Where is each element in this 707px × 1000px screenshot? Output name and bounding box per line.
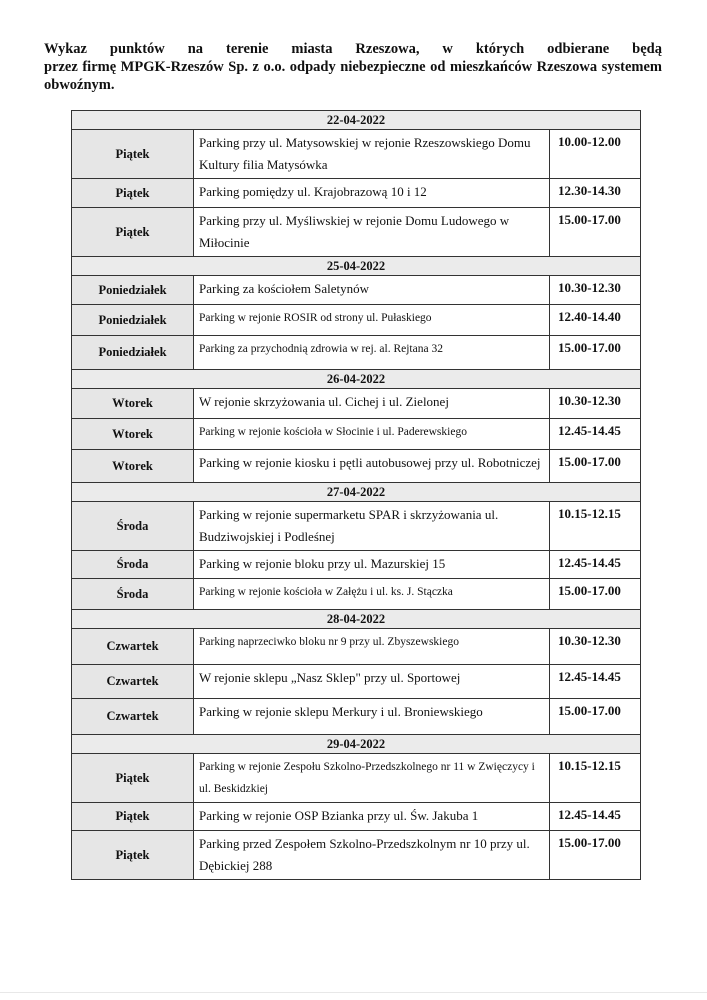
time-range-cell: 15.00-17.00 (550, 699, 641, 735)
time-range-cell: 10.15-12.15 (550, 502, 641, 551)
schedule-row (72, 179, 641, 208)
location-cell: Parking w rejonie OSP Bzianka przy ul. Św. Jakuba 1 (194, 803, 550, 831)
weekday-cell: Poniedziałek (72, 305, 194, 336)
schedule-row (72, 305, 641, 336)
location-cell: Parking w rejonie kościoła w Załężu i ul. ks. J. Stączka (194, 579, 550, 610)
location-cell: Parking przy ul. Myśliwskiej w rejonie Domu Ludowego w Miłocinie (194, 208, 550, 257)
date-header: 22-04-2022 (72, 111, 641, 130)
time-range-cell: 10.30-12.30 (550, 389, 641, 419)
time-range-cell: 15.00-17.00 (550, 579, 641, 610)
schedule-row (72, 629, 641, 665)
schedule-row (72, 419, 641, 450)
location-cell: Parking w rejonie ROSIR od strony ul. Pułaskiego (194, 305, 550, 336)
schedule-row (72, 551, 641, 579)
time-range-cell: 10.00-12.00 (550, 130, 641, 179)
weekday-cell: Wtorek (72, 419, 194, 450)
time-range-cell: 15.00-17.00 (550, 450, 641, 483)
location-cell: Parking w rejonie kościoła w Słocinie i ul. Paderewskiego (194, 419, 550, 450)
location-cell: Parking za przychodnią zdrowia w rej. al. Rejtana 32 (194, 336, 550, 370)
weekday-cell: Poniedziałek (72, 336, 194, 370)
date-header: 28-04-2022 (72, 610, 641, 629)
date-header-row (72, 610, 641, 629)
weekday-cell: Piątek (72, 831, 194, 880)
schedule-row (72, 130, 641, 179)
intro-line-2: przez firmę MPGK-Rzeszów Sp. z o.o. odpady niebezpieczne od mieszkańców Rzeszowa systemem (44, 59, 662, 75)
location-cell: Parking za kościołem Saletynów (194, 276, 550, 305)
time-range-cell: 10.15-12.15 (550, 754, 641, 803)
location-cell: Parking przed Zespołem Szkolno-Przedszkolnym nr 10 przy ul. Dębickiej 288 (194, 831, 550, 880)
date-header-row (72, 483, 641, 502)
location-cell: Parking w rejonie kiosku i pętli autobusowej przy ul. Robotniczej (194, 450, 550, 483)
date-header-row (72, 257, 641, 276)
weekday-cell: Wtorek (72, 389, 194, 419)
location-cell: Parking w rejonie Zespołu Szkolno-Przedszkolnego nr 11 w Zwięczycy i ul. Beskidzkiej (194, 754, 550, 803)
document-intro (44, 40, 662, 94)
location-cell: W rejonie skrzyżowania ul. Cichej i ul. Zielonej (194, 389, 550, 419)
location-cell: Parking przy ul. Matysowskiej w rejonie Rzeszowskiego Domu Kultury filia Matysówka (194, 130, 550, 179)
weekday-cell: Czwartek (72, 629, 194, 665)
schedule-row (72, 699, 641, 735)
date-header: 27-04-2022 (72, 483, 641, 502)
schedule-row (72, 389, 641, 419)
weekday-cell: Środa (72, 502, 194, 551)
time-range-cell: 12.30-14.30 (550, 179, 641, 208)
time-range-cell: 12.45-14.45 (550, 551, 641, 579)
schedule-row (72, 754, 641, 803)
schedule-row (72, 208, 641, 257)
intro-line-1: Wykaz punktów na terenie miasta Rzeszowa, w których odbierane będą (44, 41, 662, 57)
schedule-row (72, 665, 641, 699)
weekday-cell: Piątek (72, 179, 194, 208)
schedule-row (72, 579, 641, 610)
date-header-row (72, 370, 641, 389)
time-range-cell: 12.45-14.45 (550, 665, 641, 699)
schedule-row (72, 450, 641, 483)
date-header-row (72, 735, 641, 754)
location-cell: Parking naprzeciwko bloku nr 9 przy ul. Zbyszewskiego (194, 629, 550, 665)
schedule-row (72, 276, 641, 305)
weekday-cell: Piątek (72, 803, 194, 831)
location-cell: Parking w rejonie supermarketu SPAR i skrzyżowania ul. Budziwojskiej i Podleśnej (194, 502, 550, 551)
weekday-cell: Poniedziałek (72, 276, 194, 305)
schedule-row (72, 502, 641, 551)
date-header-row (72, 111, 641, 130)
schedule-row (72, 803, 641, 831)
weekday-cell: Czwartek (72, 665, 194, 699)
time-range-cell: 10.30-12.30 (550, 629, 641, 665)
time-range-cell: 15.00-17.00 (550, 336, 641, 370)
weekday-cell: Piątek (72, 130, 194, 179)
date-header: 26-04-2022 (72, 370, 641, 389)
weekday-cell: Środa (72, 551, 194, 579)
schedule-row (72, 831, 641, 880)
time-range-cell: 12.45-14.45 (550, 803, 641, 831)
time-range-cell: 12.40-14.40 (550, 305, 641, 336)
location-cell: Parking w rejonie sklepu Merkury i ul. Broniewskiego (194, 699, 550, 735)
time-range-cell: 15.00-17.00 (550, 831, 641, 880)
time-range-cell: 10.30-12.30 (550, 276, 641, 305)
weekday-cell: Piątek (72, 208, 194, 257)
weekday-cell: Czwartek (72, 699, 194, 735)
weekday-cell: Wtorek (72, 450, 194, 483)
page-bottom-rule (0, 992, 707, 993)
location-cell: W rejonie sklepu „Nasz Sklep" przy ul. Sportowej (194, 665, 550, 699)
location-cell: Parking pomiędzy ul. Krajobrazową 10 i 12 (194, 179, 550, 208)
location-cell: Parking w rejonie bloku przy ul. Mazurskiej 15 (194, 551, 550, 579)
date-header: 25-04-2022 (72, 257, 641, 276)
intro-line-3: obwoźnym. (44, 77, 115, 93)
time-range-cell: 15.00-17.00 (550, 208, 641, 257)
collection-schedule-table (71, 110, 641, 880)
time-range-cell: 12.45-14.45 (550, 419, 641, 450)
weekday-cell: Środa (72, 579, 194, 610)
date-header: 29-04-2022 (72, 735, 641, 754)
schedule-row (72, 336, 641, 370)
weekday-cell: Piątek (72, 754, 194, 803)
